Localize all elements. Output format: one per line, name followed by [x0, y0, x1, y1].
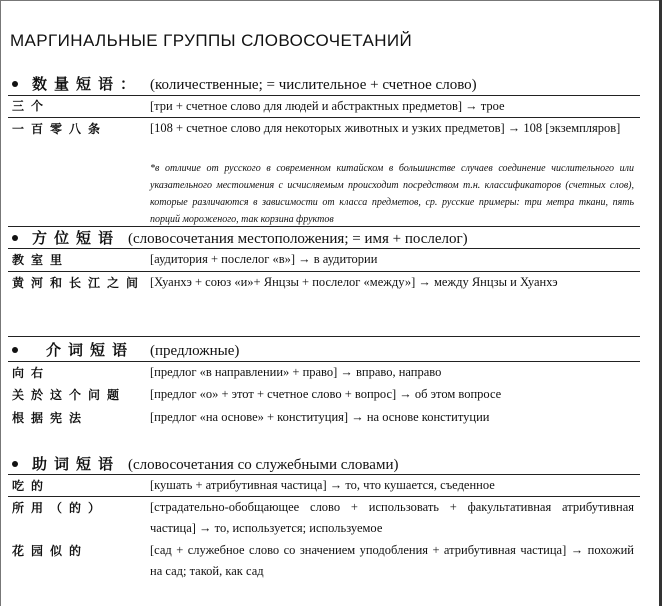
section-heading-prepositional — [12, 339, 239, 359]
bullet-icon — [12, 81, 18, 87]
page-border-left — [0, 0, 1, 606]
desc-cell: [108 + счетное слово для некоторых животных и узких предметов] → 108 [экземпляров] — [150, 121, 621, 135]
page-title: МАРГИНАЛЬНЫЕ ГРУППЫ СЛОВОСОЧЕТАНИЙ — [10, 31, 413, 50]
section-heading-location — [12, 227, 468, 247]
bullet-icon — [12, 347, 18, 353]
section-heading-quantity — [12, 73, 477, 93]
term-cell: 教室里 — [12, 253, 70, 267]
bullet-icon — [12, 235, 18, 241]
desc-cell: [три + счетное слово для людей и абстрактных предметов] → трое — [150, 99, 505, 113]
term-cell: 关於这个问题 — [12, 388, 127, 402]
page-border-top — [0, 0, 660, 1]
term-cell: 黄河和长江之间 — [12, 276, 146, 290]
term-cell: 吃的 — [12, 479, 51, 493]
term-cell: 花园似的 — [12, 544, 89, 558]
divider — [8, 336, 640, 337]
desc-cell: [предлог «на основе» + конституция] → на основе конституции — [150, 410, 490, 424]
desc-cell: [кушать + атрибутивная частица] → то, что кушается, съеденное — [150, 478, 495, 492]
page-border-right — [659, 0, 662, 606]
term-cell: 根据宪法 — [12, 411, 89, 425]
desc-cell: [Хуанхэ + союз «и»+ Янцзы + послелог «между»] → между Янцзы и Хуанхэ — [150, 275, 558, 289]
term-cell: 所用（的） — [12, 501, 108, 515]
term-cell: 向右 — [12, 366, 51, 380]
desc-cell: [аудитория + послелог «в»] → в аудитории — [150, 252, 378, 266]
desc-cell: [предлог «о» + этот + счетное слово + вопрос] → об этом вопросе — [150, 387, 502, 401]
section-desc: (словосочетания со служебными словами) — [128, 457, 399, 473]
term-cell: 一百零八条 — [12, 122, 108, 136]
footnote: *в отличие от русского в современном китайском в большинстве случаев соединение числительного или указательного местоимения с исчисляемым происходит посредством т.н. классификаторов (счетных слов), которые различаются в зависимости от класса предметов, ср. русские примеры: три метра ткани, пять порций мороженого, так корзина фруктов — [150, 163, 634, 225]
section-desc: (количественные; = числительное + счетное слово) — [150, 77, 477, 93]
desc-cell: [страдательно-обобщающее слово + использовать + факультативная атрибутивная частица] → то, используется; используемое — [150, 500, 634, 535]
section-name: 介词短语 — [46, 341, 135, 359]
section-name: 数量短语： — [32, 75, 143, 93]
desc-cell: [предлог «в направлении» + право] → вправо, направо — [150, 365, 442, 379]
section-desc: (словосочетания местоположения; = имя + послелог) — [128, 231, 468, 247]
desc-cell: [сад + служебное слово со значением уподобления + атрибутивная частица] → похожий на сад; такой, как сад — [150, 543, 634, 578]
term-cell: 三个 — [12, 99, 51, 113]
section-name: 助词短语 — [32, 455, 121, 473]
section-desc: (предложные) — [150, 343, 240, 359]
section-heading-particles — [12, 453, 398, 473]
bullet-icon — [12, 461, 18, 467]
section-name: 方位短语 — [32, 229, 121, 247]
